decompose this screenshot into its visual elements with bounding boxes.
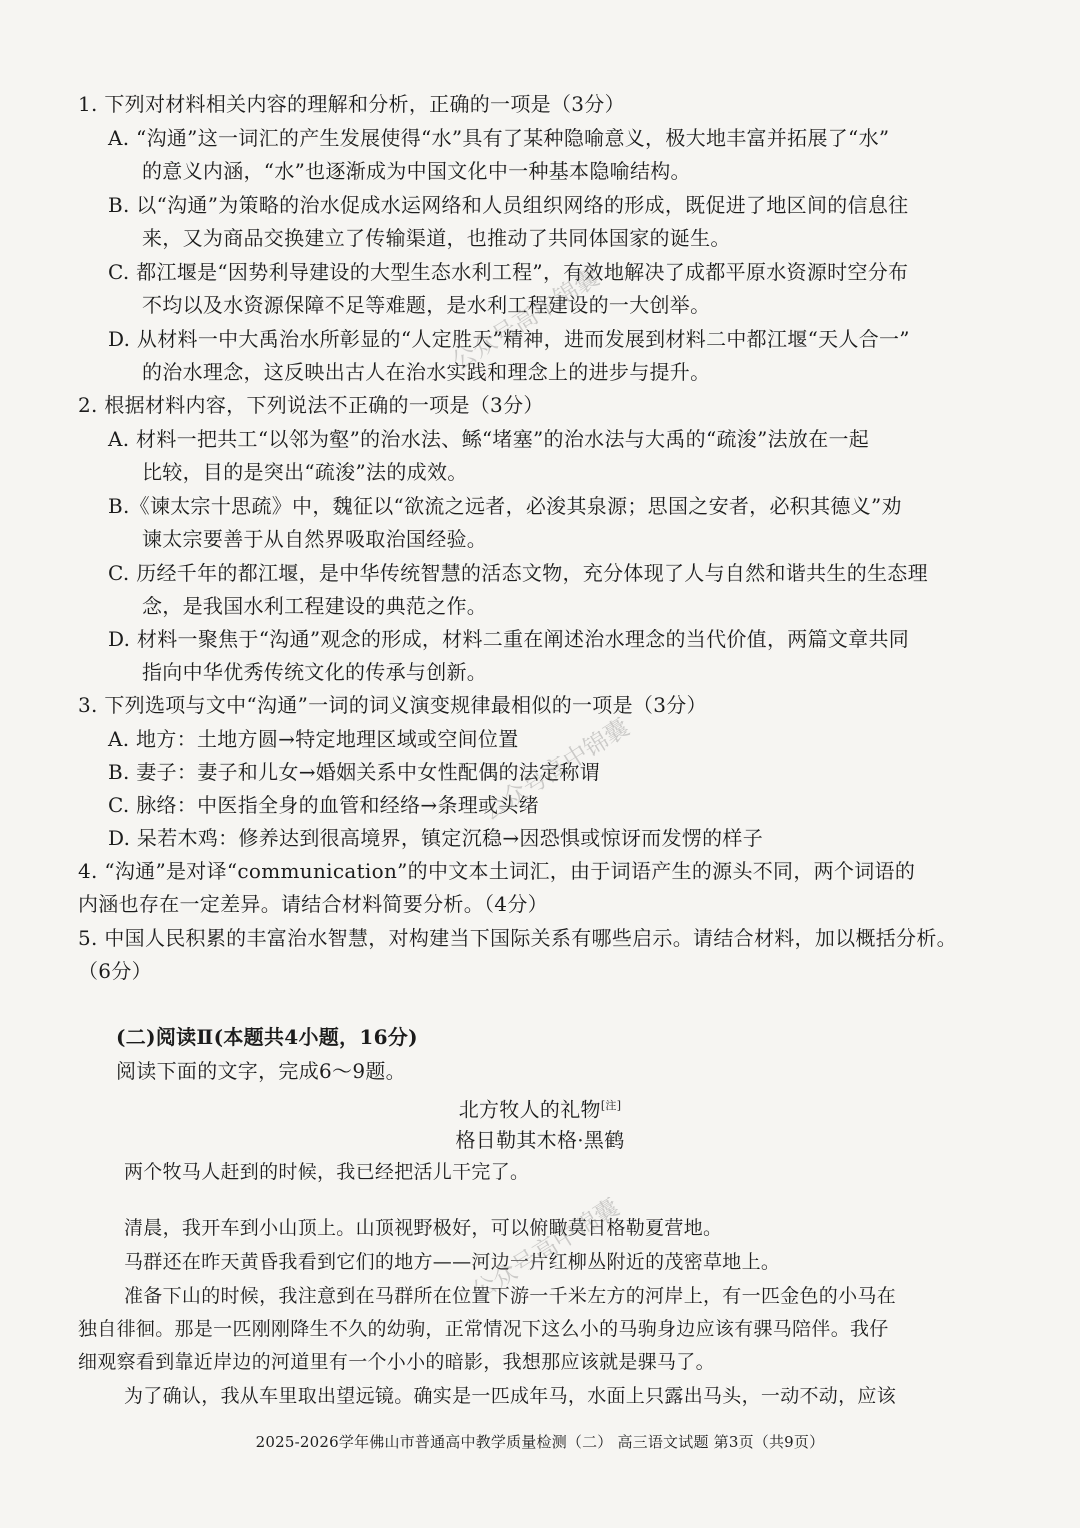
story-title: 北方牧人的礼物 (458, 1097, 601, 1122)
q1-option-c-line2: 不均以及水资源保障不足等难题，是水利工程建设的一大创举。 (142, 293, 711, 317)
q2-stem: 2. 根据材料内容，下列说法不正确的一项是（3分） (78, 393, 544, 417)
q2-option-b-line2: 谏太宗要善于从自然界吸取治国经验。 (142, 527, 488, 551)
story-paragraph-4-line2: 独自徘徊。那是一匹刚刚降生不久的幼驹，正常情况下这么小的马驹身边应该有骒马陪伴。我仔 (78, 1318, 889, 1340)
page-footer: 2025-2026学年佛山市普通高中教学质量检测（二） 高三语文试题 第3页（共9页） (255, 1433, 825, 1451)
q5-line2: （6分） (78, 959, 152, 983)
watermark-2: 公众号高中锦囊 (476, 713, 634, 827)
story-title-wrap (0, 1092, 1080, 1124)
q4-line1: 4. “沟通”是对译“communication”的中文本土词汇，由于词语产生的源头不同，两个词语的 (78, 859, 916, 883)
story-paragraph-3: 马群还在昨天黄昏我看到它们的地方——河边一片红柳丛附近的茂密草地上。 (124, 1251, 781, 1273)
q1-option-b-line1: B. 以“沟通”为策略的治水促成水运网络和人员组织网络的形成，既促进了地区间的信息往 (108, 193, 909, 217)
story-paragraph-4-line1: 准备下山的时候，我注意到在马群所在位置下游一千米左方的河岸上，有一匹金色的小马在 (124, 1285, 897, 1307)
q2-option-a-line1: A. 材料一把共工“以邻为壑”的治水法、鲧“堵塞”的治水法与大禹的“疏浚”法放在一起 (108, 427, 870, 451)
q2-option-c-line1: C. 历经千年的都江堰，是中华传统智慧的活态文物，充分体现了人与自然和谐共生的生态理 (108, 561, 928, 585)
q1-option-b-line2: 来，又为商品交换建立了传输渠道，也推动了共同体国家的诞生。 (142, 226, 731, 250)
story-paragraph-5: 为了确认，我从车里取出望远镜。确实是一匹成年马，水面上只露出马头，一动不动，应该 (124, 1385, 897, 1407)
story-paragraph-1: 两个牧马人赶到的时候，我已经把活儿干完了。 (124, 1161, 530, 1183)
q3-option-c: C. 脉络：中医指全身的血管和经络→条理或头绪 (108, 793, 539, 817)
q1-option-d-line1: D. 从材料一中大禹治水所彰显的“人定胜天”精神，进而发展到材料二中都江堰“天人合一” (108, 327, 910, 351)
q1-option-a-line2: 的意义内涵，“水”也逐渐成为中国文化中一种基本隐喻结构。 (142, 159, 691, 183)
q5-line1: 5. 中国人民积累的丰富治水智慧，对构建当下国际关系有哪些启示。请结合材料，加以概括分析。 (78, 926, 957, 950)
story-paragraph-2: 清晨，我开车到小山顶上。山顶视野极好，可以俯瞰莫日格勒夏营地。 (124, 1217, 723, 1239)
q3-option-b: B. 妻子：妻子和儿女→婚姻关系中女性配偶的法定称谓 (108, 760, 600, 784)
story-paragraph-4-line3: 细观察看到靠近岸边的河道里有一个小小的暗影，我想那应该就是骒马了。 (78, 1351, 715, 1373)
watermark-3: 公众号高中锦囊 (466, 1193, 624, 1307)
story-author: 格日勒其木格·黑鹤 (455, 1128, 625, 1152)
q2-option-c-line2: 念，是我国水利工程建设的典范之作。 (142, 594, 488, 618)
q1-stem: 1. 下列对材料相关内容的理解和分析，正确的一项是（3分） (78, 92, 625, 116)
q4-line2: 内涵也存在一定差异。请结合材料简要分析。（4分） (78, 892, 548, 916)
q2-option-b-line1: B.《谏太宗十思疏》中，魏征以“欲流之远者，必浚其泉源；思国之安者，必积其德义”劝 (108, 494, 902, 518)
q3-stem: 3. 下列选项与文中“沟通”一词的词义演变规律最相似的一项是（3分） (78, 693, 707, 717)
q2-option-d-line1: D. 材料一聚焦于“沟通”观念的形成，材料二重在阐述治水理念的当代价值，两篇文章共同 (108, 627, 910, 651)
q1-option-a-line1: A. “沟通”这一词汇的产生发展使得“水”具有了某种隐喻意义，极大地丰富并拓展了“水” (108, 126, 890, 150)
section2-instruction: 阅读下面的文字，完成6～9题。 (116, 1059, 406, 1083)
q2-option-a-line2: 比较，目的是突出“疏浚”法的成效。 (142, 460, 468, 484)
q1-option-d-line2: 的治水理念，这反映出古人在治水实践和理念上的进步与提升。 (142, 360, 711, 384)
story-title-note: [注] (600, 1099, 622, 1112)
q3-option-a: A. 地方：土地方圆→特定地理区域或空间位置 (108, 727, 519, 751)
section2-heading: (二)阅读Ⅱ(本题共4小题，16分) (116, 1025, 418, 1049)
q1-option-c-line1: C. 都江堰是“因势利导建设的大型生态水利工程”，有效地解决了成都平原水资源时空分布 (108, 260, 909, 284)
watermark-1: 公众号高中锦囊 (446, 263, 604, 377)
q2-option-d-line2: 指向中华优秀传统文化的传承与创新。 (142, 660, 488, 684)
q3-option-d: D. 呆若木鸡：修养达到很高境界，镇定沉稳→因恐惧或惊讶而发愣的样子 (108, 826, 763, 850)
